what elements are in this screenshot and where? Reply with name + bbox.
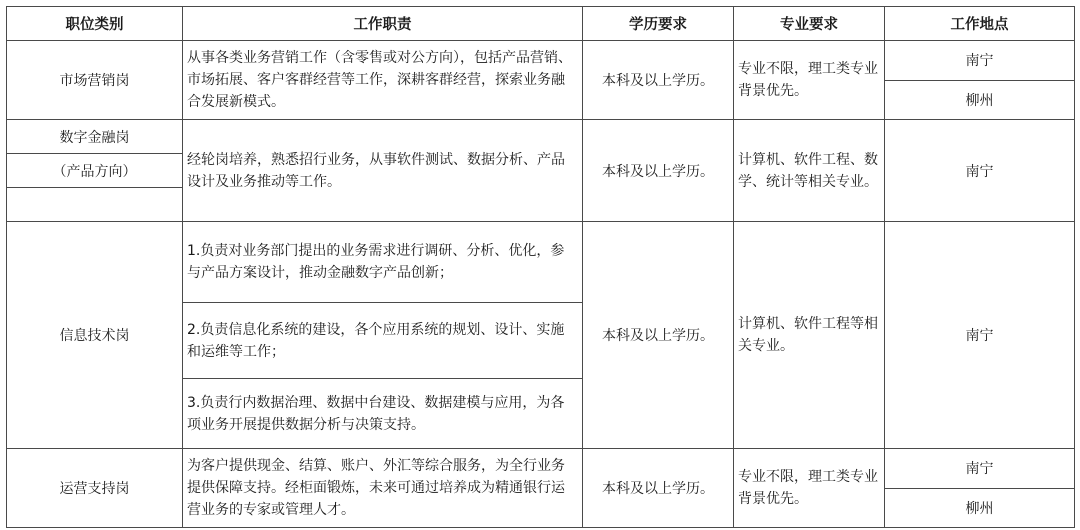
- location-cell: 柳州: [885, 80, 1075, 120]
- table-row: [7, 449, 1075, 489]
- table-row: [7, 120, 1075, 154]
- category-cell: 市场营销岗: [7, 41, 183, 120]
- education-cell: 本科及以上学历。: [583, 120, 734, 222]
- education-cell: 本科及以上学历。: [583, 449, 734, 528]
- location-cell: 柳州: [885, 488, 1075, 528]
- table-row: [7, 41, 1075, 81]
- category-cell: 运营支持岗: [7, 449, 183, 528]
- duty-cell: 2.负责信息化系统的建设，各个应用系统的规划、设计、实施和运维等工作；: [183, 303, 583, 379]
- header-duty: 工作职责: [183, 7, 583, 41]
- education-cell: 本科及以上学历。: [583, 222, 734, 449]
- category-cell-empty: [7, 188, 183, 222]
- duty-cell: 为客户提供现金、结算、账户、外汇等综合服务，为全行业务提供保障支持。经柜面锻炼，未来可通过培养成为精通银行运营业务的专家或管理人才。: [183, 449, 583, 528]
- header-major: 专业要求: [734, 7, 885, 41]
- table-row: [7, 222, 1075, 303]
- location-cell: 南宁: [885, 41, 1075, 81]
- header-education: 学历要求: [583, 7, 734, 41]
- duty-cell: 经轮岗培养，熟悉招行业务，从事软件测试、数据分析、产品设计及业务推动等工作。: [183, 120, 583, 222]
- category-cell: 数字金融岗: [7, 120, 183, 154]
- recruitment-table: [6, 6, 1075, 528]
- major-cell: 计算机、软件工程、数学、统计等相关专业。: [734, 120, 885, 222]
- duty-cell: 1.负责对业务部门提出的业务需求进行调研、分析、优化，参与产品方案设计，推动金融数字产品创新；: [183, 222, 583, 303]
- category-cell: 信息技术岗: [7, 222, 183, 449]
- header-location: 工作地点: [885, 7, 1075, 41]
- duty-cell: 从事各类业务营销工作（含零售或对公方向），包括产品营销、市场拓展、客户客群经营等工作，深耕客群经营，探索业务融合发展新模式。: [183, 41, 583, 120]
- major-cell: 计算机、软件工程等相关专业。: [734, 222, 885, 449]
- recruitment-table-container: [6, 6, 1074, 524]
- major-cell: 专业不限，理工类专业背景优先。: [734, 449, 885, 528]
- location-cell: 南宁: [885, 222, 1075, 449]
- location-cell: 南宁: [885, 120, 1075, 222]
- major-cell: 专业不限，理工类专业背景优先。: [734, 41, 885, 120]
- duty-cell: 3.负责行内数据治理、数据中台建设、数据建模与应用，为各项业务开展提供数据分析与决策支持。: [183, 379, 583, 449]
- category-cell-continued: （产品方向）: [7, 154, 183, 188]
- table-header-row: [7, 7, 1075, 41]
- education-cell: 本科及以上学历。: [583, 41, 734, 120]
- header-category: 职位类别: [7, 7, 183, 41]
- location-cell: 南宁: [885, 449, 1075, 489]
